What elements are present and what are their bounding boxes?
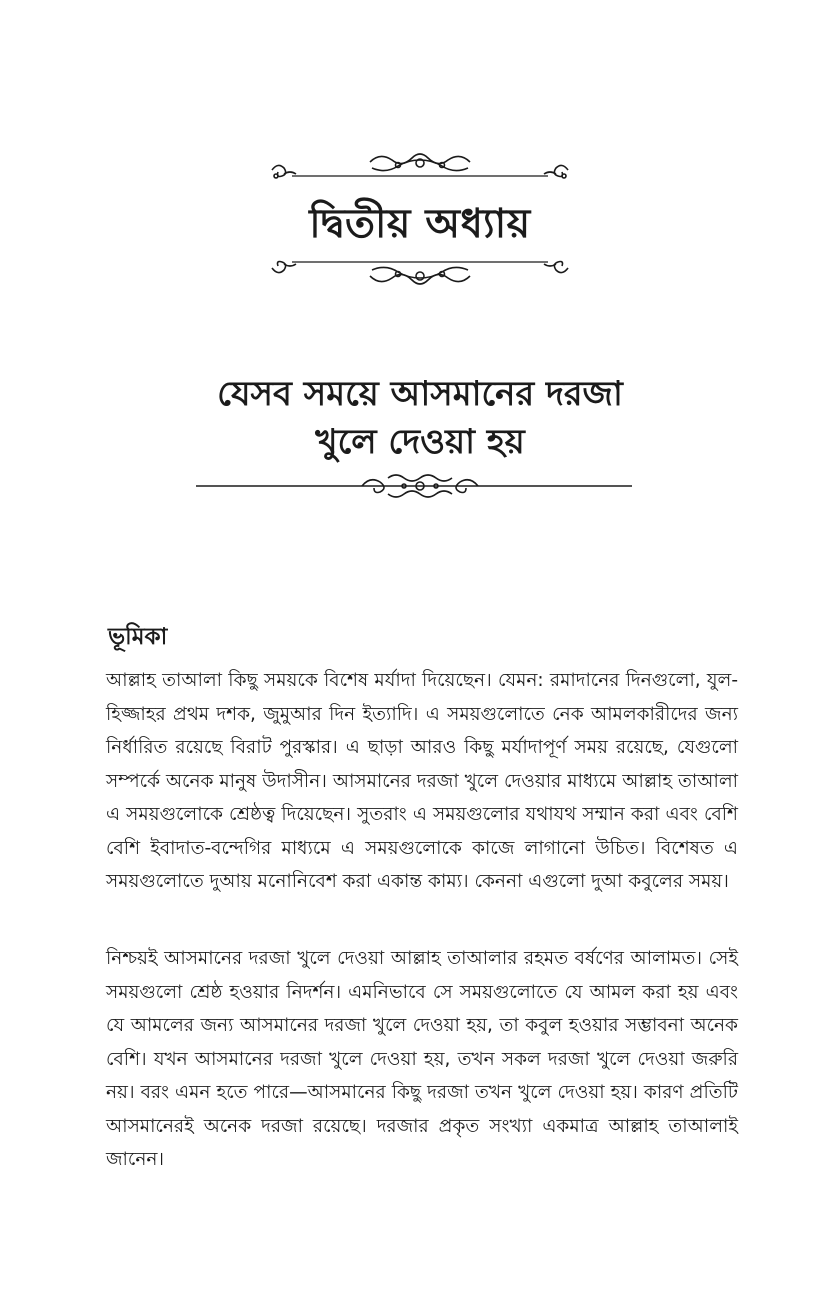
section-title [0,370,840,466]
section-title-line-1: যেসব সময়ে আসমানের দরজা [217,374,623,414]
intro-heading: ভূমিকা [108,624,168,650]
intro-paragraph-1: আল্লাহ তাআলা কিছু সময়কে বিশেষ মর্যাদা দিয়েছেন। যেমন: রমাদানের দিনগুলো, যুল-হিজ্জাহর প্রথম দশক, জুমুআর দিন ইত্যাদি। এ সময়গুলোতে নেক আমলকারীদের জন্য নির্ধারিত রয়েছে বিরাট পুরস্কার। এ ছাড়া আরও কিছু মর্যাদাপূর্ণ সময় রয়েছে, যেগুলো সম্পর্কে অনেক মানুষ উদাসীন। আসমানের দরজা খুলে দেওয়ার মাধ্যমে আল্লাহ তাআলা এ সময়গুলোকে শ্রেষ্ঠত্ব দিয়েছেন। সুতরাং এ সময়গুলোর যথাযথ সম্মান করা এবং বেশি বেশি ইবাদাত-বন্দেগির মাধ্যমে এ সময়গুলোকে কাজে লাগানো উচিত। বিশেষত এ সময়গুলোতে দুআয় মনোনিবেশ করা একান্ত কাম্য। কেননা এগুলো দুআ কবুলের সময়। [106,670,738,892]
chapter-title: দ্বিতীয় অধ্যায় [309,201,531,247]
chapter-bottom-ornament [0,250,840,290]
section-ornament-divider [0,468,840,504]
top-ornament-divider [0,150,840,190]
section-title-line-2: খুলে দেওয়া হয় [315,422,525,462]
intro-paragraph-2: নিশ্চয়ই আসমানের দরজা খুলে দেওয়া আল্লাহ তাআলার রহমত বর্ষণের আলামত। সেই সময়গুলো শ্রেষ্ঠ হওয়ার নিদর্শন। এমনিভাবে সে সময়গুলোতে যে আমল করা হয় এবং যে আমলের জন্য আসমানের দরজা খুলে দেওয়া হয়, তা কবুল হওয়ার সম্ভাবনা অনেক বেশি। যখন আসমানের দরজা খুলে দেওয়া হয়, তখন সকল দরজা খুলে দেওয়া জরুরি নয়। বরং এমন হতে পারে—আসমানের কিছু দরজা তখন খুলে দেওয়া হয়। কারণ প্রতিটি আসমানেরই অনেক দরজা রয়েছে। দরজার প্রকৃত সংখ্যা একমাত্র আল্লাহ তাআলাই জানেন। [106,948,738,1170]
